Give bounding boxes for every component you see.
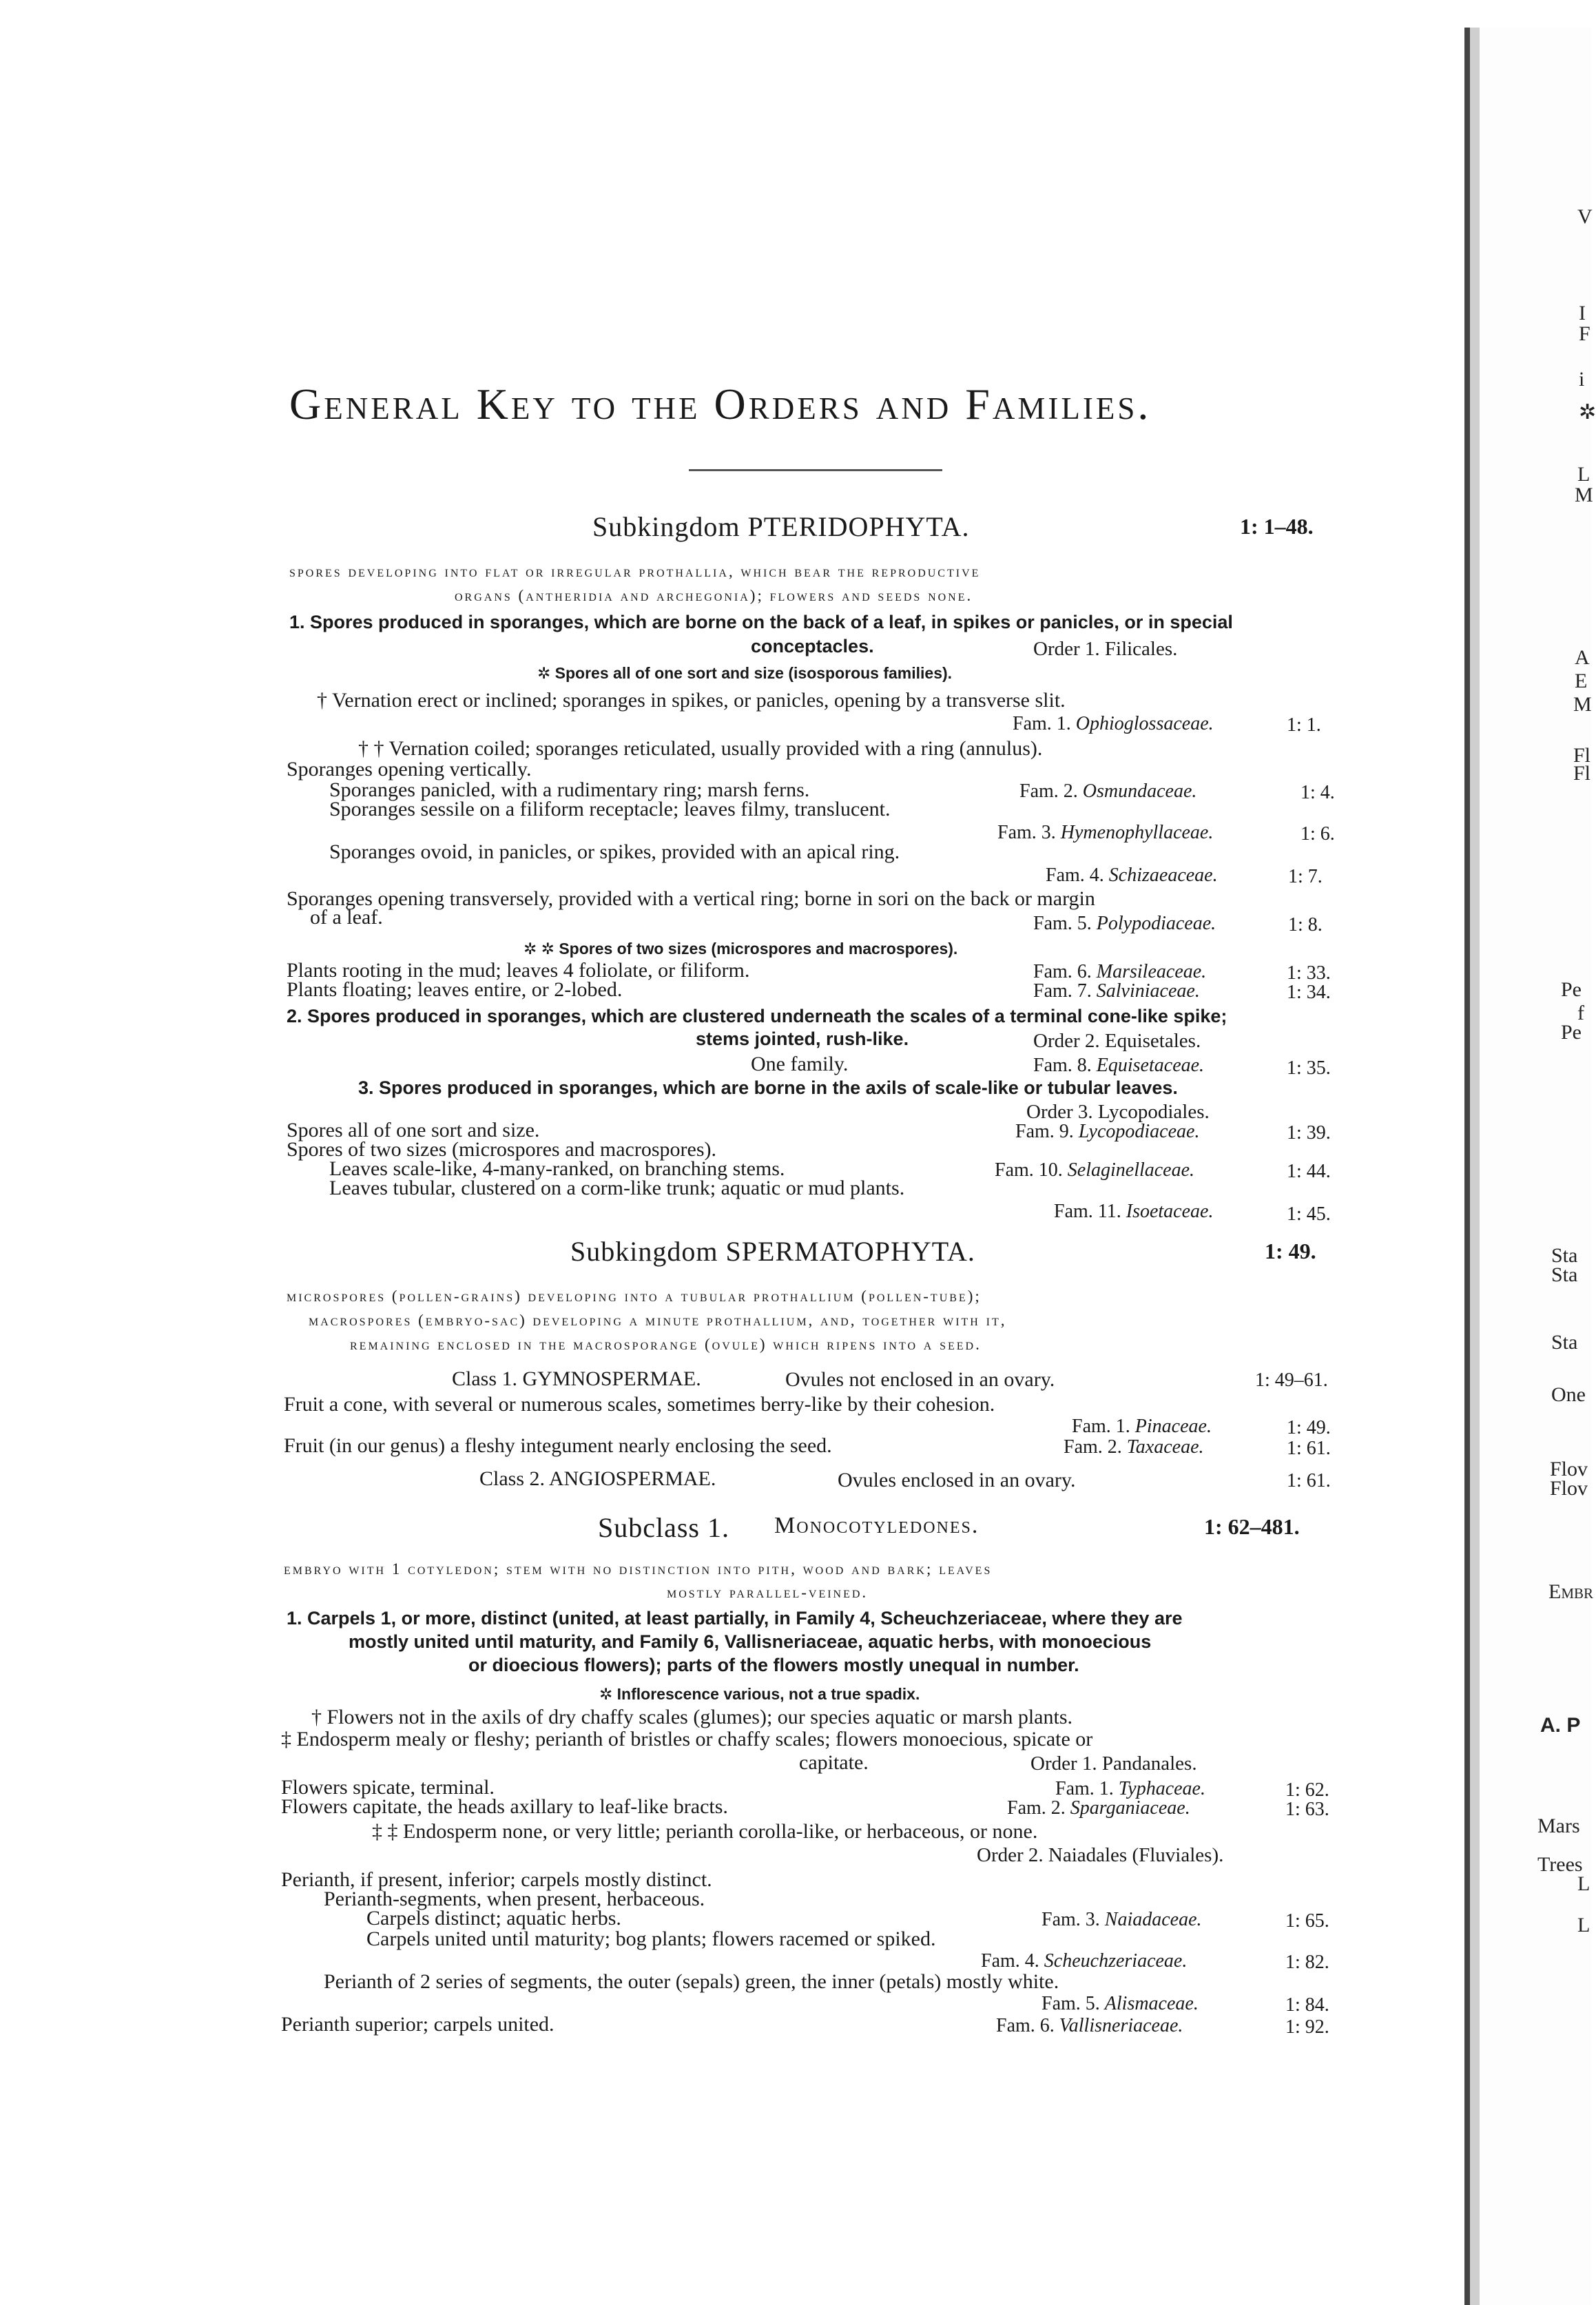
monocotyledones-desc-1: embryo with 1 cotyledon; stem with no distinction into pith, wood and bark; leaves [284,1560,993,1578]
facing-fragment: V [1577,205,1593,228]
fam-schizaeaceae: Fam. 4. Schizaeaceae. [1046,865,1218,886]
facing-fragment: Flov [1550,1458,1588,1480]
fam-selaginellaceae: Fam. 10. Selaginellaceae. [995,1159,1195,1181]
fam-naiadaceae: Fam. 3. Naiadaceae. [1041,1909,1202,1930]
fam-equisetaceae: Fam. 8. Equisetaceae. [1033,1055,1205,1076]
facing-fragment: L [1577,463,1590,486]
leaves-tubular: Leaves tubular, clustered on a corm-like trunk; aquatic or mud plants. [329,1177,905,1199]
facing-fragment: Sta [1551,1244,1578,1267]
fam-alismaceae: Fam. 5. Alismaceae. [1041,1993,1199,2014]
ref-ophioglossaceae: 1: 1. [1287,714,1321,736]
facing-fragment: L [1577,1914,1590,1936]
facing-fragment: A. P [1540,1714,1581,1737]
carpels-distinct: Carpels distinct; aquatic herbs. [366,1907,621,1930]
ref-osmundaceae: 1: 4. [1300,782,1335,803]
page-title: General Key to the Orders and Families. [289,380,1152,428]
spermatophyta-desc-2: macrospores (embryo-sac) developing a minute prothallium, and, together with it, [309,1312,1007,1329]
perianth-segments: Perianth-segments, when present, herbaceous. [324,1888,705,1910]
pteridophyta-desc-1: spores developing into flat or irregular prothallia, which bear the reproductive [289,563,981,580]
key-1-cont: conceptacles. [751,636,874,657]
fam-isoetaceae: Fam. 11. Isoetaceae. [1054,1201,1214,1222]
order-equisetales: Order 2. Equisetales. [1033,1030,1201,1052]
sporanges-transverse: Sporanges opening transversely, provided with a vertical ring; borne in sori on the back or margin [287,887,1095,910]
facing-fragment: Sta [1551,1263,1578,1286]
ref-pinaceae: 1: 49. [1287,1417,1331,1438]
sporanges-sessile: Sporanges sessile on a filiform receptacle; leaves filmy, translucent. [329,798,891,820]
vernation-coiled: † † Vernation coiled; sporanges reticulated, usually provided with a ring (annulus). [358,737,1043,760]
fam-typhaceae: Fam. 1. Typhaceae. [1055,1778,1205,1799]
ref-angiospermae: 1: 61. [1287,1470,1331,1491]
page-fold-shadow [1464,28,1470,2305]
facing-fragment: Trees [1537,1853,1583,1876]
ref-marsileaceae: 1: 33. [1287,962,1331,984]
endosperm-mealy-cont: capitate. [799,1751,869,1774]
vernation-erect: † Vernation erect or inclined; sporanges in spikes, or panicles, opening by a transverse slit. [317,689,1066,712]
fruit-cone: Fruit a cone, with several or numerous scales, sometimes berry-like by their cohesion. [284,1393,995,1416]
endosperm-mealy: ‡ Endosperm mealy or fleshy; perianth of bristles or chaffy scales; flowers monoecious, spicate or [281,1728,1093,1750]
fam-ophioglossaceae: Fam. 1. Ophioglossaceae. [1013,713,1214,734]
ref-hymenophyllaceae: 1: 6. [1300,823,1335,845]
one-family: One family. [751,1053,849,1075]
spores-two-sizes: ✲ ✲ Spores of two sizes (microspores and macrospores). [524,940,958,958]
facing-fragment: One [1551,1383,1586,1406]
plants-floating: Plants floating; leaves entire, or 2-lobed. [287,978,623,1001]
key-2-cont: stems jointed, rush-like. [696,1029,909,1049]
facing-fragment: f [1577,1002,1584,1024]
flowers-spicate: Flowers spicate, terminal. [281,1776,495,1799]
sporanges-panicled: Sporanges panicled, with a rudimentary ring; marsh ferns. [329,778,810,801]
facing-fragment: F [1579,322,1590,345]
facing-fragment: L [1577,1872,1590,1895]
facing-fragment: E [1575,670,1588,692]
facing-fragment: M [1573,693,1592,716]
order-naiadales: Order 2. Naiadales (Fluviales). [977,1844,1224,1866]
fam-vallisneriaceae: Fam. 6. Vallisneriaceae. [996,2015,1183,2036]
ref-salviniaceae: 1: 34. [1287,982,1331,1003]
ref-taxaceae: 1: 61. [1287,1438,1331,1459]
monocotyledones-ref: 1: 62–481. [1204,1514,1300,1539]
key-2: 2. Spores produced in sporanges, which are clustered underneath the scales of a terminal cone-like spike; [287,1006,1227,1026]
endosperm-none: ‡ ‡ Endosperm none, or very little; perianth corolla-like, or herbaceous, or none. [372,1820,1038,1843]
fam-hymenophyllaceae: Fam. 3. Hymenophyllaceae. [997,822,1214,843]
facing-fragment: M [1575,484,1593,506]
class-angiospermae: Class 2. ANGIOSPERMAE. [479,1467,716,1490]
ref-lycopodiaceae: 1: 39. [1287,1122,1331,1144]
ref-polypodiaceae: 1: 8. [1288,914,1323,936]
fam-lycopodiaceae: Fam. 9. Lycopodiaceae. [1015,1121,1200,1142]
flowers-capitate: Flowers capitate, the heads axillary to leaf-like bracts. [281,1795,728,1818]
spermatophyta-desc-1: microspores (pollen-grains) developing into a tubular prothallium (pollen-tube); [287,1288,982,1305]
fam-marsileaceae: Fam. 6. Marsileaceae. [1033,961,1207,982]
mono-key-1-cont: mostly united until maturity, and Family 6, Vallisneriaceae, aquatic herbs, with monoecious [349,1631,1152,1652]
ref-gymnospermae: 1: 49–61. [1255,1369,1328,1391]
ref-naiadaceae: 1: 65. [1285,1910,1329,1932]
facing-fragment: Fl [1573,762,1591,785]
perianth-inferior: Perianth, if present, inferior; carpels mostly distinct. [281,1868,712,1891]
plants-rooting: Plants rooting in the mud; leaves 4 foliolate, or filiform. [287,959,750,982]
flowers-not-axils: † Flowers not in the axils of dry chaffy scales (glumes); our species aquatic or marsh plants. [311,1706,1073,1728]
page-fold-gutter [1470,28,1480,2305]
ref-schizaeaceae: 1: 7. [1288,866,1323,887]
title-divider [689,469,942,471]
ref-vallisneriaceae: 1: 92. [1285,2016,1329,2038]
ref-scheuchzeriaceae: 1: 82. [1285,1952,1329,1973]
pteridophyta-heading: Subkingdom PTERIDOPHYTA. [592,511,970,542]
spermatophyta-desc-3: remaining enclosed in the macrosporange (ovule) which ripens into a seed. [350,1336,982,1353]
order-filicales: Order 1. Filicales. [1033,638,1178,660]
ref-alismaceae: 1: 84. [1285,1994,1329,2016]
facing-fragment: Fl [1573,744,1591,767]
fam-taxaceae: Fam. 2. Taxaceae. [1064,1436,1204,1458]
fam-sparganiaceae: Fam. 2. Sparganiaceae. [1007,1797,1190,1819]
sporanges-vertical: Sporanges opening vertically. [287,758,532,781]
facing-fragment: Embr [1548,1580,1594,1603]
ref-selaginellaceae: 1: 44. [1287,1161,1331,1182]
mono-key-1-cont-2: or dioecious flowers); parts of the flowers mostly unequal in number. [468,1655,1079,1675]
spores-one-size: ✲ Spores all of one sort and size (isosporous families). [537,664,953,682]
fam-salviniaceae: Fam. 7. Salviniaceae. [1033,980,1200,1002]
facing-fragment: ✲ [1579,401,1596,424]
spores-one-sort: Spores all of one sort and size. [287,1119,540,1141]
order-lycopodiales: Order 3. Lycopodiales. [1026,1101,1210,1123]
perianth-two-series: Perianth of 2 series of segments, the outer (sepals) green, the inner (petals) mostly white. [324,1970,1059,1993]
key-1: 1. Spores produced in sporanges, which are borne on the back of a leaf, in spikes or panicles, or in special [289,612,1233,632]
facing-fragment: Flov [1550,1477,1588,1500]
facing-fragment: Pe [1561,978,1582,1001]
fruit-fleshy: Fruit (in our genus) a fleshy integument nearly enclosing the seed. [284,1434,832,1457]
facing-fragment: I [1579,302,1586,324]
facing-fragment: Pe [1561,1021,1582,1044]
ref-typhaceae: 1: 62. [1285,1779,1329,1801]
spores-two-sizes-2: Spores of two sizes (microspores and macrospores). [287,1138,717,1161]
facing-fragment: A [1575,646,1590,669]
class-gymnospermae-desc: Ovules not enclosed in an ovary. [785,1368,1055,1391]
fam-scheuchzeriaceae: Fam. 4. Scheuchzeriaceae. [981,1950,1188,1972]
mono-key-1: 1. Carpels 1, or more, distinct (united, at least partially, in Family 4, Scheuchzeriaceae, where they are [287,1608,1183,1629]
monocotyledones-desc-2: mostly parallel-veined. [667,1584,869,1601]
spermatophyta-heading: Subkingdom SPERMATOPHYTA. [570,1236,975,1267]
inflorescence-various: ✲ Inflorescence various, not a true spadix. [599,1685,920,1703]
ref-isoetaceae: 1: 45. [1287,1203,1331,1225]
facing-fragment: Sta [1551,1331,1578,1354]
fam-pinaceae: Fam. 1. Pinaceae. [1072,1416,1212,1437]
order-pandanales: Order 1. Pandanales. [1030,1753,1197,1775]
pteridophyta-ref: 1: 1–48. [1240,514,1314,539]
monocotyledones-heading: Monocotyledones. [774,1513,980,1538]
monocotyledones-subclass: Subclass 1. [598,1512,729,1543]
fam-polypodiaceae: Fam. 5. Polypodiaceae. [1033,913,1216,934]
key-3: 3. Spores produced in sporanges, which are borne in the axils of scale-like or tubular leaves. [358,1077,1178,1098]
sporanges-ovoid: Sporanges ovoid, in panicles, or spikes, provided with an apical ring. [329,840,900,863]
fam-osmundaceae: Fam. 2. Osmundaceae. [1019,781,1197,802]
ref-sparganiaceae: 1: 63. [1285,1799,1329,1820]
ref-equisetaceae: 1: 35. [1287,1057,1331,1079]
facing-fragment: Mars [1537,1815,1580,1837]
class-angiospermae-desc: Ovules enclosed in an ovary. [838,1469,1076,1491]
facing-fragment: i [1579,368,1585,391]
spermatophyta-ref: 1: 49. [1265,1239,1316,1263]
perianth-superior: Perianth superior; carpels united. [281,2013,555,2036]
leaves-scale-like: Leaves scale-like, 4-many-ranked, on branching stems. [329,1157,785,1180]
class-gymnospermae: Class 1. GYMNOSPERMAE. [452,1367,701,1390]
pteridophyta-desc-2: organs (antheridia and archegonia); flowers and seeds none. [455,587,973,604]
sporanges-transverse-cont: of a leaf. [310,906,383,929]
carpels-united: Carpels united until maturity; bog plants; flowers racemed or spiked. [366,1927,936,1950]
facing-page [1480,28,1594,2305]
